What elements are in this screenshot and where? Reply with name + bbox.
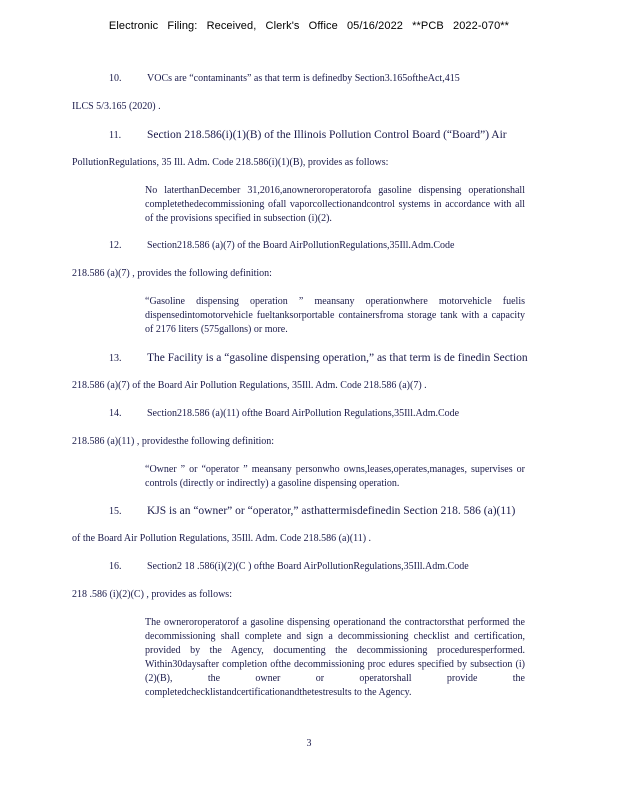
paragraph-14-line-1 [109,408,459,419]
paragraph-text: The Facility is a “gasoline dispensing operation,” as that term is de finedin Section [147,352,528,364]
paragraph-12-line-2: 218.586 (a)(7) , provides the following definition: [72,268,272,279]
paragraph-10-line-2: ILCS 5/3.165 (2020) . [72,101,161,112]
paragraph-14-line-2: 218.586 (a)(11) , providesthe following definition: [72,436,275,447]
paragraph-text: Section218.586 (a)(11) ofthe Board AirPollution Regulations,35Ill.Adm.Code [147,408,460,419]
paragraph-11-line-2: PollutionRegulations, 35 Ill. Adm. Code 218.586(i)(1)(B), provides as follows: [72,157,389,168]
paragraph-text: KJS is an “owner” or “operator,” asthattermisdefinedin Section 218. 586 (a)(11) [147,505,516,517]
paragraph-number: 10. [109,73,122,84]
paragraph-10-line-1 [109,73,460,84]
block-quote-16: The owneroroperatorof a gasoline dispensing operationand the contractorsthat performed the decommissioning shall complete and sign a decommissioning checklist and certification, provided by the Agency, documenting the decommissioning proceduresperformed. Within30daysafter completion ofthe decommissioning proc edures specified by subsection (i)(2)(B), the owner or operatorshall provide the completedchecklistandcertificationandthetestresults to the Agency. [145,617,525,698]
block-quote-12: “Gasoline dispensing operation ” meansany operationwhere motorvehicle fuelis dispensedintomotorvehicle fueltanksorportable containersfroma storage tank with a capacity of 2176 liters (575gallons) or more. [145,296,525,335]
paragraph-number: 12. [109,240,122,251]
paragraph-16-line-2: 218 .586 (i)(2)(C) , provides as follows: [72,589,232,600]
paragraph-text: Section218.586 (a)(7) of the Board AirPollutionRegulations,35Ill.Adm.Code [147,240,455,251]
paragraph-number: 16. [109,561,122,572]
paragraph-text: Section 218.586(i)(1)(B) of the Illinois Pollution Control Board (“Board”) Air [147,129,507,141]
paragraph-16-line-1 [109,561,469,572]
paragraph-number: 14. [109,408,122,419]
paragraph-number: 11. [109,130,122,141]
block-quote-11: No laterthanDecember 31,2016,anowneroroperatorofa gasoline dispensing operationshall completethedecommissioning ofall vaporcollectionandcontrol systems in accordance with all of the provisions specified in subsection (i)(2). [145,185,525,224]
paragraph-13-line-2: 218.586 (a)(7) of the Board Air Pollution Regulations, 35Ill. Adm. Code 218.586 (a)(7) . [72,380,427,391]
paragraph-12-line-1 [109,240,454,251]
paragraph-text: VOCs are “contaminants” as that term is definedby Section3.165oftheAct,415 [147,73,460,84]
paragraph-text: Section2 18 .586(i)(2)(C ) ofthe Board AirPollutionRegulations,35Ill.Adm.Code [147,561,469,572]
filing-header: Electronic Filing: Received, Clerk's Office 05/16/2022 **PCB 2022-070** [108,20,510,32]
paragraph-15-line-2: of the Board Air Pollution Regulations, 35Ill. Adm. Code 218.586 (a)(11) . [72,533,372,544]
page-number: 3 [306,738,312,749]
block-quote-14: “Owner ” or “operator ” meansany personwho owns,leases,operates,manages, supervises or controls (directly or indirectly) a gasoline dispensing operation. [145,464,525,489]
paragraph-13-line-1 [109,352,528,364]
paragraph-11-line-1 [109,129,507,141]
paragraph-15-line-1 [109,505,515,517]
paragraph-number: 15. [109,506,122,517]
paragraph-number: 13. [109,353,122,364]
